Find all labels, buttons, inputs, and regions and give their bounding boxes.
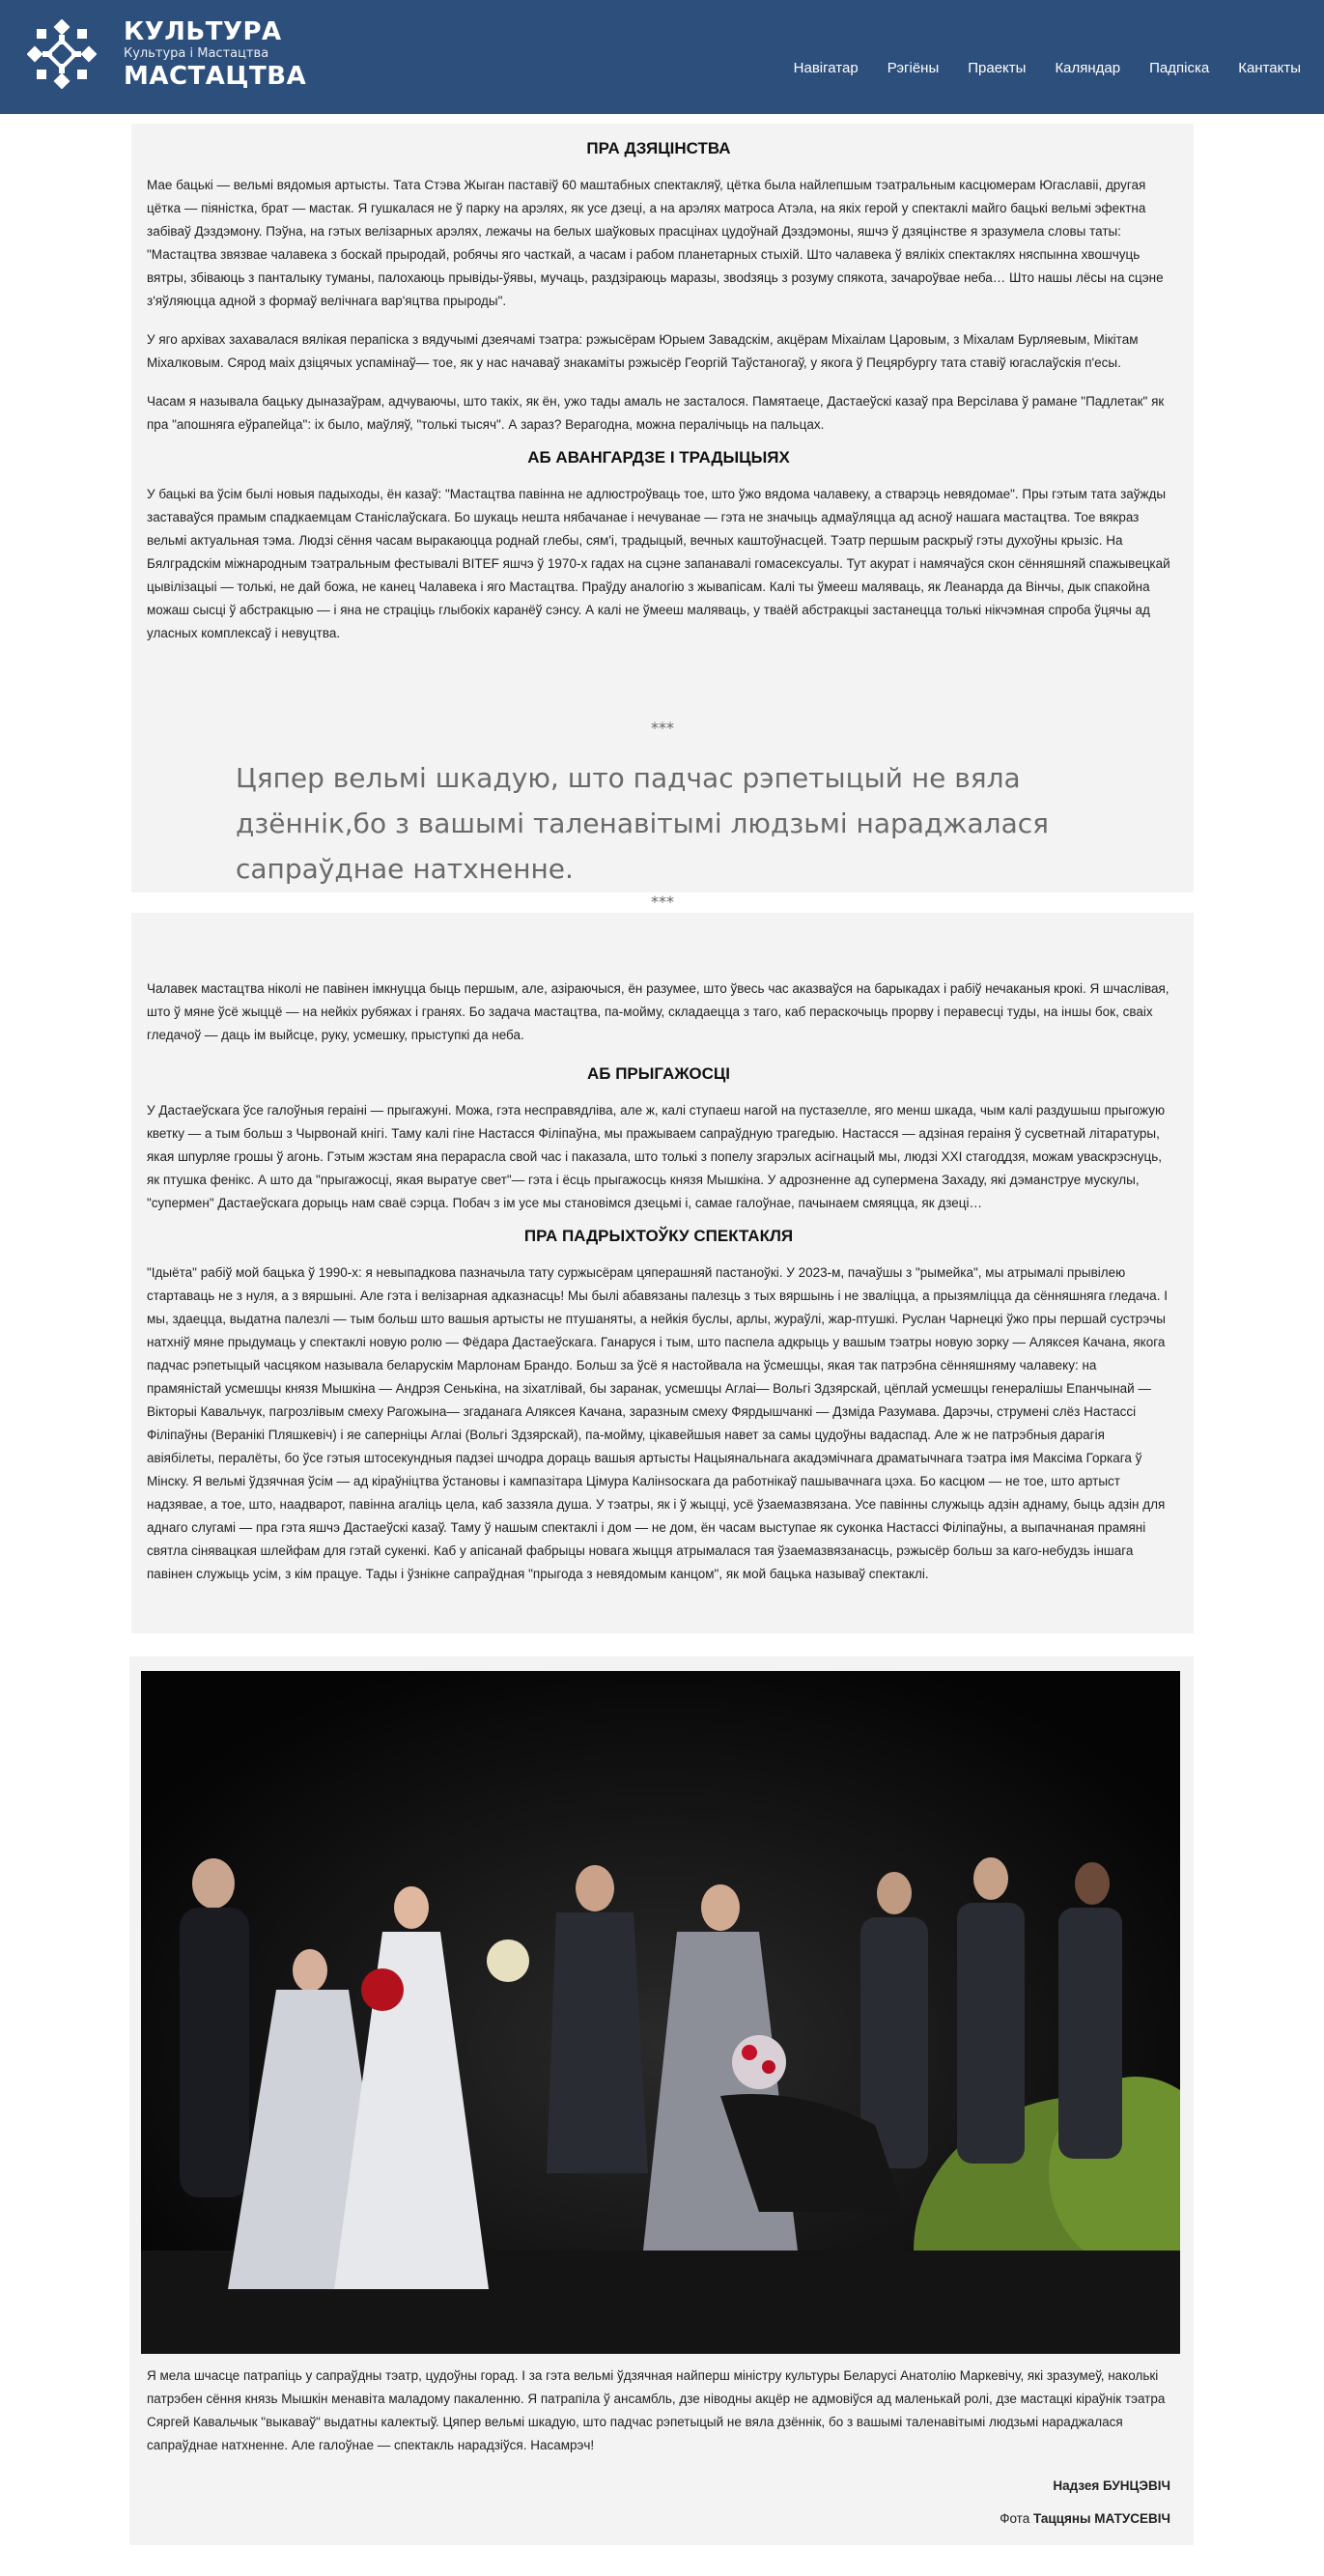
site-header [0,0,1324,114]
quote-separator-top: *** [651,719,674,737]
section-heading-childhood: ПРА ДЗЯЦІНСТВА [586,139,731,157]
author-name: Надзея БУНЦЭВІЧ [1053,2478,1170,2493]
logo-title-second: МАСТАЦТВА [124,62,307,91]
paragraph: Мае бацькі — вельмі вядомыя артысты. Тата Стэва Жыган паставіў 60 маштабных спектакляў, цётка была найлепшым тэатральным касцюмерам Югаславіі, другая цётка — піяністка, брат — мастак. Я гушкалася не ў парку на арэлях, як усе дзеці, а на арэлях матроса Атэла, на якіх герой у спектаклі майго бацькі вельмі эфектна забіваў Дэздэмону. Пэўна, на гэтых велізарных арэлях, лежачы на белых шаўковых прасцінах цудоўнай Дэздэмоны, яшчэ ў дзяцінстве я зразумела словы таты: "Мастацтва звязвае чалавека з боскай прыродай, робячы яго часткай, а часам і рабом планетарных стыхій. Што чалавека ў вялікіх спектаклях няспынна хвошчуць вятры, збіваюць з панталыку туманы, палохаюць прывіды-ўявы, мучаць, раздзіраюць маразы, звodзяць з розуму спякота, зачароўвае неба… Што нашы лёсы на сцэне з'яўляюцца адной з формаў велічнага вар'яцтва прыроды". [147,178,1164,308]
logo-text[interactable] [124,17,306,91]
nav-item-subscription[interactable]: Падпіска [1149,60,1210,76]
section-heading-beauty: АБ ПРЫГАЖОСЦІ [586,1064,731,1083]
article-author [147,2475,1170,2498]
stage-photo-illustration [141,1671,1180,2354]
logo-subtitle: Культура і Мастацтва [124,46,269,61]
paragraph: Часам я называла бацьку дыназаўрам, адчуваючы, што такіх, як ён, ужо тады амаль не засталося. Памятаеце, Дастаеўскі казаў пра Версілава ў рамане "Падлетак" як пра "апошняга еўрапейца": іх было, маўляў, "толькі тысяч". А зараз? Верагодна, можна пералічыць на пальцах. [147,394,1165,432]
nav-item-calendar[interactable]: Каляндар [1055,60,1121,76]
paragraph: Я мела шчасце патрапіць у сапраўдны тэатр, цудоўны горад. І за гэта вельмі ўдзячная найперш міністру культуры Беларусі Анатолію Маркевічу, які зразумеў, наколькі патрэбен сёння князь Мышкін менавіта маладому пакаленню. Я патрапіла ў ансамбль, дзе ніводны акцёр не адмовіўся ад маленькай ролі, дзе мастацкі кіраўнік тэатра Сяргей Кавальчык "выкаваў" выдатны калектыў. Цяпер вельмі шкадую, што падчас рэпетыцый не вяла дзённік, бо з вашымі таленавітымі людзьмі нараджалася сапраўднае натхненне. Але галоўнае — спектакль нарадзіўся. Насамрэч! [147,2368,1166,2452]
paragraph: У Дастаеўскага ўсе галоўныя гераіні — прыгажуні. Можа, гэта несправядліва, але ж, калі ступаеш нагой на пустазелле, яго менш шкада, чым калі раздушыш прыгожую кветку — а тым больш з Чырвонай кнігі. Таму калі гіне Настасся Філіпаўна, мы пражываем сапраўдную трагедыю. Настасся — адзіная гераіня ў сусветнай літаратуры, якая шпурляе грошы ў агонь. Гэтым жэстам яна перарасла свой час і паказала, што толькі з попелу згарэлых асігнацый мы, людзі XXI стагоддзя, можам уваскрэснуць, як птушка фенікс. А што да "прыгажосці, якая выратуе свет"— гэта і ёсць прыгажосць князя Мышкіна. У адрозненне ад супермена Захаду, які дэманструе мускулы, "супермен" Дастаеўскага дорыць нам сваё сэрца. Побач з ім усе мы становімся дзецьмі і, самае галоўнае, пачынаем смяяцца, як дзеці… [147,1103,1166,1210]
paragraph: Чалавек мастацтва ніколі не павінен імкнуцца быць першым, але, азіраючыся, ён разумее, што ўвесь час аказваўся на барыкадах і рабіў нечаканыя крокі. Я шчаслівая, што ў мяне ўсё жыццё — на нейкіх рубяжах і гранях. Бо задача мастацтва, па-мойму, складаецца з таго, каб пераскочыць прорву і перавесці туды, на іншы бок, сваіх гледачоў — даць ім выйсце, руку, усмешку, прыступкі да неба. [147,981,1169,1042]
article-body-middle [147,977,1170,1601]
paragraph: "Ідыёта" рабіў мой бацька ў 1990-х: я невыпадкова пазначыла тату суржысёрам цяперашняй пастаноўкі. У 2023-м, пачаўшы з "рымейка", мы атрымалі прывілею стартаваць не з нуля, а з вяршыні. Але гэта і велізарная адказнасць! Мы былі абавязаны палезць з тых вяршынь і не зваліцца, а прызямліцца да сённяшняга гледача. І мы, здаецца, выдатна палезлі — тым больш што вашыя артысты не птушаняты, а нейкія буслы, арлы, жураўлі, жар-птушкі. Руслан Чарнецкі ўжо пры першай сустрэчы натхніў мяне прыдумаць у спектаклі новую ролю — Фёдара Дастаеўскага. Ганаруся і тым, што паспела адкрыць у вашым тэатры новую зорку — Аляксея Качана, якога падчас рэпетыцый часцяком называла беларускім Марлонам Брандо. Больш за ўсё я настойвала на ўсмешцы, якая так патрэбна сённяшняму чалавеку: на прамяністай усмешцы князя Мышкіна — Андрэя Сенькіна, на зіхатлівай, бы заранак, усмешцы Аглаі— Вольгі Здзярскай, цёплай усмешцы генералішы Епанчынай — Вікторыі Кавальчук, пагрозлівым смеху Рагожына— згаданага Аляксея Качана, заразным смеху Фярдышчанкі — Дзміда Разумава. Дарэчы, струмені слёз Настассі Філіпаўны (Веранікі Пляшкевіч) і яе саперніцы Аглаі (Вольгі Здзярскай), па-мойму, цікавейшыя навет за самы цудоўны вадаспад. Але ж не патрэбныя дарагія авіябілеты, пералёты, бо ўсе гэтыя штосекундныя падзеі шчодра дораць вашыя артысты Нацыянальнага акадэмічнага драматычнага тэатра імя Максіма Горкага ў Мінску. Я вельмі ўдзячная ўсім — ад кіраўніцтва ўстановы і кампазітара Цімура Калінsocкага да работнікаў пашывачнага цэха. Бо касцюм — не тое, што артыст надзявае, а тое, што, наадварот, павінна агаліць цела, каб заззяла душа. У тэатры, як і ў жыцці, усё ўзаемазвязана. Усе павінны служыць адзін аднаму, быць адзін для аднаго слугамі — пра гэта яшчэ Дастаеўскі казаў. Таму ў нашым спектаклі і дом — не дом, ён часам выступае як суконка Настассі Філіпаўны, а выпачнаная прамяні святла сінявацкая шлейфам для гэтай сукенкі. Каб у апісанай фабрыцы новага жыцця атрымалася тая ўзаемазвязанасць, рэжысёр больш за каго-небудзь іншага павінен служыць усім, з кім працуе. Тады і ўзнікне сапраўдная "прыгода з невядомым канцом", як мой бацька называў спектаклі. [147,1265,1168,1581]
article-body-top [147,137,1170,661]
paragraph: У бацькі ва ўсім былі новыя падыходы, ён казаў: "Мастацтва павінна не адлюстроўваць тое, што ўжо вядома чалавеку, а стварэць невядомае". Пры гэтым тата заўжды заставаўся прамым спадкаемцам Станіслаўскага. Бо шукаць нешта нябачанае і нечуванае — гэта не значыць адмаўляцца ад асноў нашага мастацтва. Тое вякраз вельмі актуальная тэма. Людзі сёння часам выракаюцца роднай глебы, сям'і, традыцый, вечных каштоўнасцей. Тэатр першым раскрыў гэты духоўны крызіс. На Бялградскім міжнародным тэатральным фестывалі BITEF яшчэ ў 1970-х гадах на сцэне запанавалі гомасексуалы. Тут акурат і намячаўся скон сённяшняй спажывецкай цывілізацыі — толькі, не дай божа, не канец Чалавека і яго Мастацтва. Праўду аналогію з жывапісам. Калі ты ўмееш маляваць, як Леанарда да Вінчы, дык спакойна можаш сысці ў абстракцыю — і яна не страціць глыбокіх каранёў сэнсу. А калі не ўмееш маляваць, у тваёй абстракцыі застанецца толькі нікчэмная спроба ўцячы ад уласных комплексаў і невуцтва. [147,487,1170,640]
nav-item-projects[interactable]: Праекты [968,60,1027,76]
article-body-bottom [147,2364,1170,2546]
paragraph: У яго архівах захавалася вялікая перапіска з вядучымі дзеячамі тэатра: рэжысёрам Юрыем Завадскім, акцёрам Міхаілам Царовым, з Міхалам Бурляевым, Мікітам Міхалковым. Сярод маіх дзіцячых успамінаў— тое, як у нас начаваў знакаміты рэжысёр Георгій Таўстаногаў, у якога ў Пецярбургу тата ставіў югаслаўскія п'есы. [147,332,1139,370]
quote-separator-bottom: *** [651,892,674,911]
main-nav [765,60,1301,76]
photo-credit-prefix: Фота [1000,2511,1033,2526]
nav-item-navigator[interactable]: Навігатар [793,60,859,76]
logo-ornament-icon[interactable] [27,19,97,89]
section-heading-preparation: ПРА ПАДРЫХТОЎКУ СПЕКТАКЛЯ [523,1227,794,1245]
article-photo[interactable] [141,1671,1180,2354]
photo-credit [147,2507,1170,2531]
nav-item-regions[interactable]: Рэгіёны [887,60,940,76]
logo-title: КУЛЬТУРА [124,17,282,46]
section-heading-avant-garde: АБ АВАНГАРДЗЕ І ТРАДЫЦЫЯХ [527,448,790,467]
nav-item-contacts[interactable]: Кантакты [1238,60,1301,76]
photo-credit-author: Таццяны МАТУСЕВІЧ [1032,2511,1170,2526]
pull-quote: Цяпер вельмі шкадую, што падчас рэпетыцый не вяла дзённік,бо з вашымі таленавітымі людзьмі нараджалася сапраўднае натхненне. [236,762,1049,885]
